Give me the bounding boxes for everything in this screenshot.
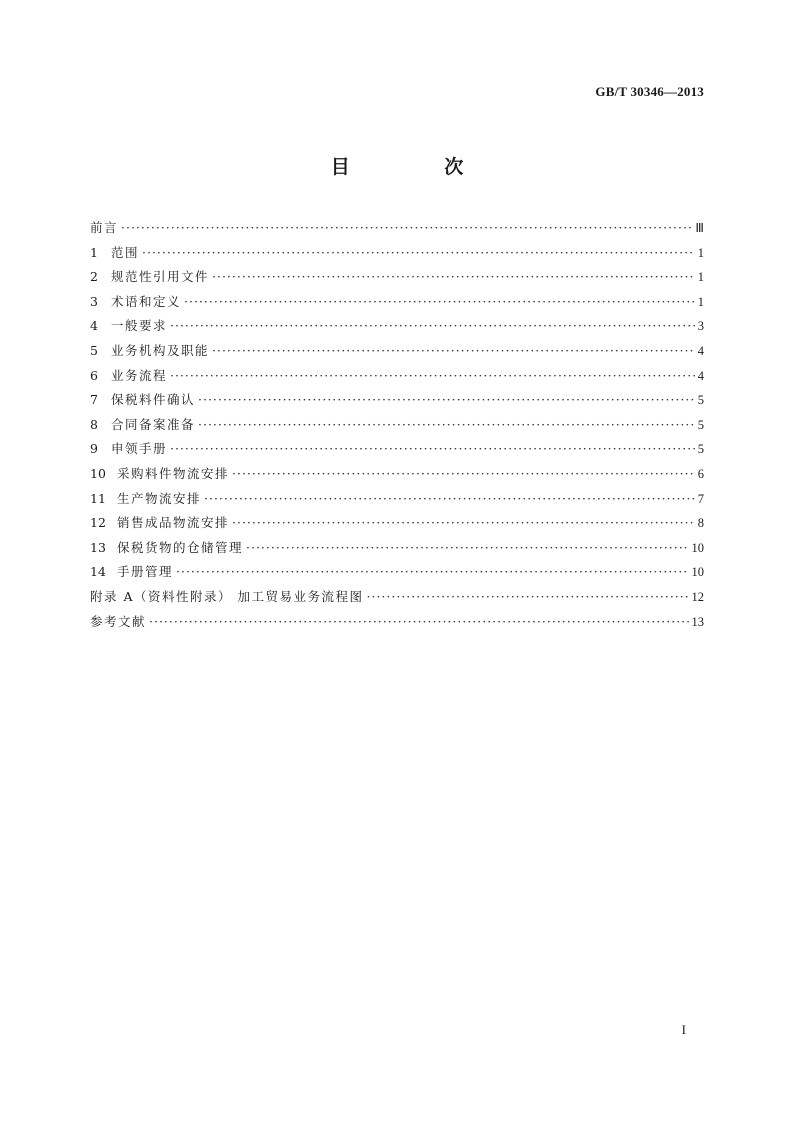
toc-entry-foreword[interactable]	[90, 216, 704, 241]
dot-leader	[366, 585, 688, 610]
dot-leader	[212, 265, 695, 290]
toc-entry-label: 参考文献	[90, 613, 147, 629]
dot-leader	[198, 388, 695, 413]
toc-entry-label: 业务流程	[111, 367, 168, 383]
dot-leader	[149, 610, 688, 635]
toc-entry-2[interactable]	[90, 265, 704, 290]
dot-leader	[246, 536, 688, 561]
toc-entry-page: 5	[697, 417, 704, 432]
toc-entry-number: 14	[90, 564, 106, 580]
toc-entry-page: 4	[697, 343, 704, 358]
toc-entry-label: 销售成品物流安排	[117, 515, 230, 531]
page-title: 目 次	[330, 156, 508, 178]
toc-entry-label: 范围	[111, 244, 140, 260]
dot-leader	[212, 339, 695, 364]
toc-entry-number: 3	[90, 293, 98, 309]
toc-entry-number: 4	[90, 318, 98, 334]
toc-entry-number: 13	[90, 539, 106, 555]
toc-entry-label: 一般要求	[111, 318, 168, 334]
page-number: I	[681, 1022, 686, 1037]
toc-entry-number: 9	[90, 441, 98, 457]
dot-leader	[184, 290, 695, 315]
toc-entry-label: 手册管理	[117, 564, 174, 580]
toc-entry-number: 6	[90, 367, 98, 383]
toc-entry-page: 8	[697, 516, 704, 531]
dot-leader	[142, 241, 695, 266]
toc-entry-label: 生产物流安排	[117, 490, 202, 506]
toc-entry-page: 6	[697, 466, 704, 481]
standard-code: GB/T 30346—2013	[595, 84, 704, 99]
dot-leader	[170, 437, 695, 462]
toc-entry-page: 5	[697, 442, 704, 457]
toc-entry-label: 合同备案准备	[111, 416, 196, 432]
toc-entry-8[interactable]	[90, 413, 704, 438]
toc-entry-appendix-a[interactable]	[90, 585, 704, 610]
toc-entry-number: 1	[90, 244, 98, 260]
toc-entry-page: 10	[691, 565, 704, 580]
toc-entry-14[interactable]	[90, 560, 704, 585]
toc-entry-page: 1	[697, 270, 704, 285]
toc-entry-5[interactable]	[90, 339, 704, 364]
toc-entry-label: 规范性引用文件	[111, 269, 210, 285]
toc-entry-9[interactable]	[90, 437, 704, 462]
toc-entry-page: 10	[691, 540, 704, 555]
toc-entry-number: 8	[90, 416, 98, 432]
toc-entry-label: 术语和定义	[111, 293, 182, 309]
toc-entry-number: 11	[90, 490, 106, 506]
toc-entry-label: 申领手册	[111, 441, 168, 457]
table-of-contents	[90, 216, 704, 634]
toc-entry-page: 5	[697, 393, 704, 408]
toc-entry-bibliography[interactable]	[90, 610, 704, 635]
toc-entry-6[interactable]	[90, 364, 704, 389]
toc-entry-label: 保税料件确认	[111, 392, 196, 408]
dot-leader	[204, 487, 695, 512]
dot-leader	[176, 560, 688, 585]
toc-entry-page: 13	[691, 614, 704, 629]
toc-entry-label: 前言	[90, 220, 119, 235]
toc-entry-4[interactable]	[90, 314, 704, 339]
toc-entry-10[interactable]	[90, 462, 704, 487]
toc-entry-label: 附录 A（资料性附录） 加工贸易业务流程图	[90, 588, 364, 604]
toc-entry-12[interactable]	[90, 511, 704, 536]
toc-entry-number: 7	[90, 392, 98, 408]
toc-entry-label: 采购料件物流安排	[117, 465, 230, 481]
toc-entry-7[interactable]	[90, 388, 704, 413]
dot-leader	[198, 413, 695, 438]
toc-entry-13[interactable]	[90, 536, 704, 561]
dot-leader	[170, 364, 695, 389]
dot-leader	[232, 462, 695, 487]
toc-entry-number: 5	[90, 342, 98, 358]
dot-leader	[170, 314, 695, 339]
toc-entry-number: 10	[90, 465, 106, 481]
toc-entry-11[interactable]	[90, 487, 704, 512]
toc-entry-3[interactable]	[90, 290, 704, 315]
toc-entry-label: 保税货物的仓储管理	[117, 539, 244, 555]
toc-entry-page: 3	[697, 319, 704, 334]
dot-leader	[121, 216, 692, 241]
toc-entry-number: 12	[90, 515, 106, 531]
toc-entry-page: 12	[691, 589, 704, 604]
dot-leader	[232, 511, 695, 536]
toc-entry-page: Ⅲ	[695, 221, 704, 235]
toc-entry-number: 2	[90, 269, 98, 285]
toc-entry-1[interactable]	[90, 241, 704, 266]
toc-entry-page: 7	[697, 491, 704, 506]
toc-entry-page: 4	[697, 368, 704, 383]
toc-entry-page: 1	[697, 245, 704, 260]
toc-entry-label: 业务机构及职能	[111, 342, 210, 358]
toc-entry-page: 1	[697, 294, 704, 309]
